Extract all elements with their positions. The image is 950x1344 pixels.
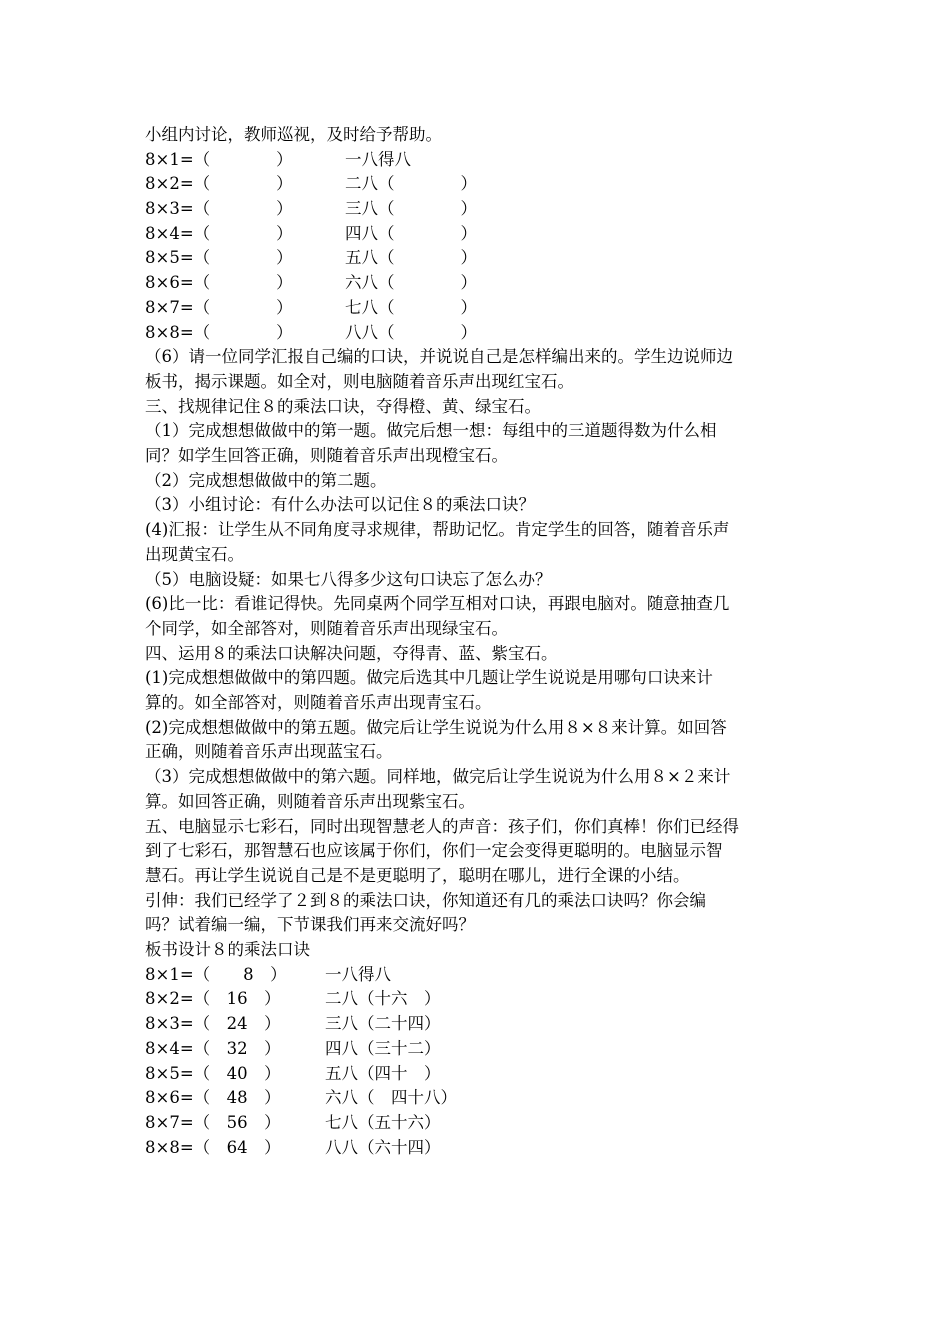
paragraph	[145, 666, 815, 715]
paragraph	[145, 469, 815, 494]
paragraph	[145, 518, 815, 567]
text-line: 吗？试着编一编，下节课我们再来交流好吗？	[145, 915, 475, 935]
board-design-heading	[145, 938, 815, 963]
text-line: 引伸：我们已经学了２到８的乘法口诀，你知道还有几的乘法口诀吗？你会编	[145, 890, 706, 910]
equation: 8×2=（ ）	[145, 174, 293, 194]
equation: 8×4=（ 32 ）	[145, 1038, 281, 1058]
text-line: 板书设计８的乘法口诀	[145, 940, 310, 960]
section-heading	[145, 395, 815, 420]
equation: 8×8=（ 64 ）	[145, 1137, 281, 1157]
rhyme: 一八得八	[345, 149, 411, 169]
rhyme: 四八（三十二）	[325, 1038, 441, 1058]
text-line: 正确，则随着音乐声出现蓝宝石。	[145, 742, 393, 762]
text-line: 算的。如全部答对，则随着音乐声出现青宝石。	[145, 693, 492, 713]
table-row	[145, 222, 815, 247]
text-line: (1)完成想想做做中的第四题。做完后选其中几题让学生说说是用哪句口诀来计	[145, 668, 713, 688]
equation: 8×6=（ 48 ）	[145, 1088, 281, 1108]
paragraph	[145, 592, 815, 641]
equation: 8×3=（ 24 ）	[145, 1014, 281, 1034]
paragraph	[145, 493, 815, 518]
rhyme: 六八（ ）	[345, 273, 477, 293]
rhyme: 七八（五十六）	[325, 1112, 441, 1132]
paragraph	[145, 716, 815, 765]
text-line: 三、找规律记住８的乘法口诀，夺得橙、黄、绿宝石。	[145, 396, 541, 416]
equation: 8×6=（ ）	[145, 273, 293, 293]
table-row	[145, 246, 815, 271]
section-heading	[145, 815, 815, 889]
table-row	[145, 963, 815, 988]
rhyme: 五八（四十 ）	[325, 1063, 441, 1083]
text-line: 板书，揭示课题。如全对，则电脑随着音乐声出现红宝石。	[145, 371, 574, 391]
text-line: （6）请一位同学汇报自己编的口诀，并说说自己是怎样编出来的。学生边说师边	[145, 347, 733, 367]
text-line: 到了七彩石，那智慧石也应该属于你们，你们一定会变得更聪明的。电脑显示智	[145, 841, 723, 861]
text-line: 出现黄宝石。	[145, 544, 244, 564]
text-line: (4)汇报：让学生从不同角度寻求规律，帮助记忆。肯定学生的回答，随着音乐声	[145, 520, 730, 540]
text-line: (2)完成想想做做中的第五题。做完后让学生说说为什么用８×８来计算。如回答	[145, 717, 727, 737]
equation: 8×1=（ ）	[145, 149, 293, 169]
rhyme: 八八（ ）	[345, 322, 477, 342]
text-line: （3）完成想想做做中的第六题。同样地，做完后让学生说说为什么用８×２来计	[145, 767, 731, 787]
equation: 8×3=（ ）	[145, 199, 293, 219]
equation: 8×2=（ 16 ）	[145, 989, 281, 1009]
paragraph	[145, 345, 815, 394]
intro-line: 小组内讨论，教师巡视，及时给予帮助。	[145, 125, 442, 144]
rhyme: 八八（六十四）	[325, 1137, 441, 1157]
text-line: （5）电脑设疑：如果七八得多少这句口诀忘了怎么办？	[145, 569, 552, 589]
table-row	[145, 1111, 815, 1136]
rhyme: 五八（ ）	[345, 248, 477, 268]
body-paragraphs	[145, 345, 815, 963]
paragraph	[145, 765, 815, 814]
rhyme: 一八得八	[325, 964, 391, 984]
multiplication-table-filled	[145, 963, 815, 1161]
text-line: （3）小组讨论：有什么办法可以记住８的乘法口诀？	[145, 495, 535, 515]
table-row	[145, 1037, 815, 1062]
rhyme: 六八（ 四十八）	[325, 1088, 457, 1108]
equation: 8×8=（ ）	[145, 322, 293, 342]
text-line: 四、运用８的乘法口诀解决问题，夺得青、蓝、紫宝石。	[145, 643, 558, 663]
rhyme: 三八（二十四）	[325, 1014, 441, 1034]
text-line: 五、电脑显示七彩石，同时出现智慧老人的声音：孩子们，你们真棒！你们已经得	[145, 816, 739, 836]
text-line: 同？如学生回答正确，则随着音乐声出现橙宝石。	[145, 446, 508, 465]
paragraph	[145, 419, 815, 468]
section-heading	[145, 642, 815, 667]
table-row	[145, 1086, 815, 1111]
equation: 8×1=（ 8 ）	[145, 964, 287, 984]
equation: 8×5=（ ）	[145, 248, 293, 268]
multiplication-table-blank	[145, 148, 815, 346]
text-line: (6)比一比：看谁记得快。先同桌两个同学互相对口诀，再跟电脑对。随意抽查几	[145, 594, 730, 614]
text-line: （1）完成想想做做中的第一题。做完后想一想：每组中的三道题得数为什么相	[145, 421, 717, 441]
table-row	[145, 148, 815, 173]
table-row	[145, 1136, 815, 1161]
text-line: 算。如回答正确，则随着音乐声出现紫宝石。	[145, 791, 475, 811]
table-row	[145, 197, 815, 222]
equation: 8×5=（ 40 ）	[145, 1063, 281, 1083]
document-page	[145, 123, 815, 1160]
table-row	[145, 172, 815, 197]
equation: 8×4=（ ）	[145, 223, 293, 243]
table-row	[145, 271, 815, 296]
rhyme: 四八（ ）	[345, 223, 477, 243]
text-line: 慧石。再让学生说说自己是不是更聪明了，聪明在哪儿，进行全课的小结。	[145, 865, 690, 885]
text-line: 个同学，如全部答对，则随着音乐声出现绿宝石。	[145, 618, 508, 638]
paragraph	[145, 568, 815, 593]
table-row	[145, 321, 815, 346]
table-row	[145, 1062, 815, 1087]
rhyme: 三八（ ）	[345, 199, 477, 219]
equation: 8×7=（ 56 ）	[145, 1112, 281, 1132]
rhyme: 二八（ ）	[345, 174, 477, 194]
rhyme: 二八（十六 ）	[325, 989, 441, 1009]
equation: 8×7=（ ）	[145, 297, 293, 317]
paragraph	[145, 889, 815, 938]
text-line: （2）完成想想做做中的第二题。	[145, 470, 387, 490]
rhyme: 七八（ ）	[345, 297, 477, 317]
table-row	[145, 296, 815, 321]
table-row	[145, 1012, 815, 1037]
table-row	[145, 987, 815, 1012]
